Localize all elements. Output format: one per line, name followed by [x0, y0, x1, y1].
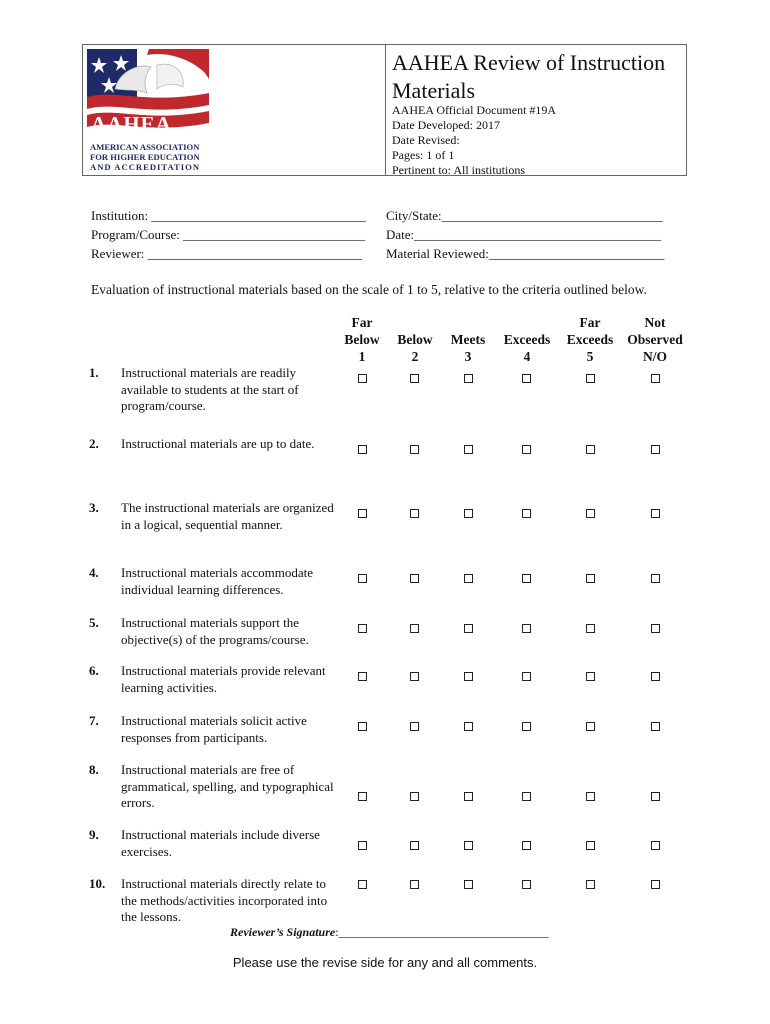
- signature-label: Reviewer’s Signature: [230, 925, 336, 939]
- column-header-exceeds: Exceeds 4: [503, 332, 551, 364]
- rating-checkbox-6[interactable]: [651, 624, 660, 633]
- criteria-number: 1.: [89, 365, 99, 380]
- rating-checkbox-6[interactable]: [651, 445, 660, 454]
- rating-checkbox-2[interactable]: [410, 624, 419, 633]
- signature-line[interactable]: :___________________________________: [335, 925, 549, 939]
- rating-checkbox-3[interactable]: [464, 374, 473, 383]
- criteria-text: The instructional materials are organized in a logical, sequential manner.: [121, 500, 334, 532]
- rating-checkbox-1[interactable]: [358, 722, 367, 731]
- rating-checkbox-6[interactable]: [651, 574, 660, 583]
- rating-checkbox-4[interactable]: [522, 672, 531, 681]
- footer-note: Please use the revise side for any and all comments.: [232, 955, 538, 970]
- material-reviewed-field[interactable]: Material Reviewed:___________________________: [386, 246, 665, 261]
- criteria-number: 5.: [89, 615, 99, 630]
- rating-checkbox-4[interactable]: [522, 574, 531, 583]
- rating-checkbox-3[interactable]: [464, 722, 473, 731]
- city-state-field[interactable]: City/State:__________________________________: [386, 208, 663, 223]
- rating-checkbox-4[interactable]: [522, 624, 531, 633]
- rating-checkbox-1[interactable]: [358, 841, 367, 850]
- rating-checkbox-6[interactable]: [651, 722, 660, 731]
- meta-date-developed: Date Developed: 2017: [392, 118, 500, 132]
- logo-brand: AAHEA: [91, 112, 172, 136]
- rating-checkbox-3[interactable]: [464, 841, 473, 850]
- rating-checkbox-4[interactable]: [522, 722, 531, 731]
- meta-date-revised: Date Revised:: [392, 133, 460, 147]
- criteria-text: Instructional materials are free of grammatical, spelling, and typographical errors.: [121, 762, 334, 810]
- logo-line-2: FOR HIGHER EDUCATION: [90, 152, 200, 162]
- rating-checkbox-4[interactable]: [522, 374, 531, 383]
- rating-checkbox-1[interactable]: [358, 880, 367, 889]
- evaluation-intro: Evaluation of instructional materials based on the scale of 1 to 5, relative to the criteria outlined below.: [91, 282, 647, 297]
- criteria-number: 4.: [89, 565, 99, 580]
- rating-checkbox-2[interactable]: [410, 374, 419, 383]
- criteria-number: 6.: [89, 663, 99, 678]
- header-divider: [385, 45, 386, 175]
- rating-checkbox-3[interactable]: [464, 624, 473, 633]
- rating-checkbox-5[interactable]: [586, 624, 595, 633]
- rating-checkbox-5[interactable]: [586, 841, 595, 850]
- rating-checkbox-1[interactable]: [358, 574, 367, 583]
- logo-line-1: AMERICAN ASSOCIATION: [90, 142, 200, 152]
- rating-checkbox-5[interactable]: [586, 880, 595, 889]
- rating-checkbox-3[interactable]: [464, 445, 473, 454]
- column-header-not-observed: Not Observed N/O: [627, 315, 683, 364]
- rating-checkbox-2[interactable]: [410, 792, 419, 801]
- rating-checkbox-3[interactable]: [464, 880, 473, 889]
- criteria-text: Instructional materials directly relate to the methods/activities incorporated into the lessons.: [121, 876, 328, 924]
- rating-checkbox-2[interactable]: [410, 722, 419, 731]
- rating-checkbox-5[interactable]: [586, 792, 595, 801]
- rating-checkbox-5[interactable]: [586, 445, 595, 454]
- criteria-text: Instructional materials accommodate individual learning differences.: [121, 565, 314, 597]
- criteria-number: 7.: [89, 713, 99, 728]
- program-course-field[interactable]: Program/Course: ____________________________: [91, 227, 366, 242]
- criteria-text: Instructional materials are up to date.: [121, 436, 315, 451]
- rating-checkbox-6[interactable]: [651, 509, 660, 518]
- rating-checkbox-5[interactable]: [586, 722, 595, 731]
- meta-pages: Pages: 1 of 1: [392, 148, 455, 162]
- date-field[interactable]: Date:______________________________________: [386, 227, 662, 242]
- rating-checkbox-6[interactable]: [651, 880, 660, 889]
- rating-checkbox-3[interactable]: [464, 792, 473, 801]
- column-header-meets: Meets 3: [450, 332, 486, 364]
- rating-checkbox-6[interactable]: [651, 792, 660, 801]
- aahea-logo: [87, 49, 209, 171]
- rating-checkbox-4[interactable]: [522, 841, 531, 850]
- rating-checkbox-6[interactable]: [651, 672, 660, 681]
- rating-checkbox-3[interactable]: [464, 574, 473, 583]
- reviewer-field[interactable]: Reviewer: _________________________________: [91, 246, 363, 261]
- rating-checkbox-2[interactable]: [410, 880, 419, 889]
- document-title: AAHEA Review of Instruction Materials: [392, 50, 666, 103]
- rating-checkbox-2[interactable]: [410, 509, 419, 518]
- rating-checkbox-1[interactable]: [358, 792, 367, 801]
- rating-checkbox-5[interactable]: [586, 672, 595, 681]
- rating-checkbox-5[interactable]: [586, 574, 595, 583]
- meta-pertinent-to: Pertinent to: All institutions: [392, 163, 526, 177]
- rating-checkbox-4[interactable]: [522, 509, 531, 518]
- rating-checkbox-2[interactable]: [410, 672, 419, 681]
- rating-checkbox-4[interactable]: [522, 445, 531, 454]
- criteria-text: Instructional materials include diverse exercises.: [121, 827, 320, 859]
- rating-checkbox-4[interactable]: [522, 792, 531, 801]
- column-header-below: Below 2: [397, 332, 433, 364]
- rating-checkbox-5[interactable]: [586, 374, 595, 383]
- criteria-number: 3.: [89, 500, 99, 515]
- rating-checkbox-1[interactable]: [358, 374, 367, 383]
- institution-field[interactable]: Institution: _________________________________: [91, 208, 366, 223]
- rating-checkbox-3[interactable]: [464, 672, 473, 681]
- rating-checkbox-2[interactable]: [410, 445, 419, 454]
- rating-checkbox-3[interactable]: [464, 509, 473, 518]
- criteria-text: Instructional materials provide relevant learning activities.: [121, 663, 326, 695]
- meta-document-number: AAHEA Official Document #19A: [392, 103, 557, 117]
- criteria-number: 9.: [89, 827, 99, 842]
- rating-checkbox-1[interactable]: [358, 445, 367, 454]
- rating-checkbox-1[interactable]: [358, 509, 367, 518]
- criteria-text: Instructional materials solicit active responses from participants.: [121, 713, 307, 745]
- rating-checkbox-6[interactable]: [651, 841, 660, 850]
- column-header-far-below: Far Below 1: [344, 315, 380, 364]
- logo-line-3: AND ACCREDITATION: [90, 162, 201, 172]
- rating-checkbox-1[interactable]: [358, 672, 367, 681]
- document-header: [82, 44, 687, 176]
- column-header-far-exceeds: Far Exceeds 5: [566, 315, 614, 364]
- criteria-number: 2.: [89, 436, 99, 451]
- rating-checkbox-2[interactable]: [410, 574, 419, 583]
- rating-checkbox-1[interactable]: [358, 624, 367, 633]
- criteria-text: Instructional materials are readily available to students at the start of program/course.: [121, 365, 299, 413]
- criteria-number: 8.: [89, 762, 99, 777]
- rating-checkbox-4[interactable]: [522, 880, 531, 889]
- criteria-text: Instructional materials support the objective(s) of the programs/course.: [121, 615, 309, 647]
- reviewer-signature[interactable]: [230, 925, 549, 940]
- rating-checkbox-2[interactable]: [410, 841, 419, 850]
- rating-checkbox-6[interactable]: [651, 374, 660, 383]
- rating-checkbox-5[interactable]: [586, 509, 595, 518]
- criteria-number: 10.: [89, 876, 106, 891]
